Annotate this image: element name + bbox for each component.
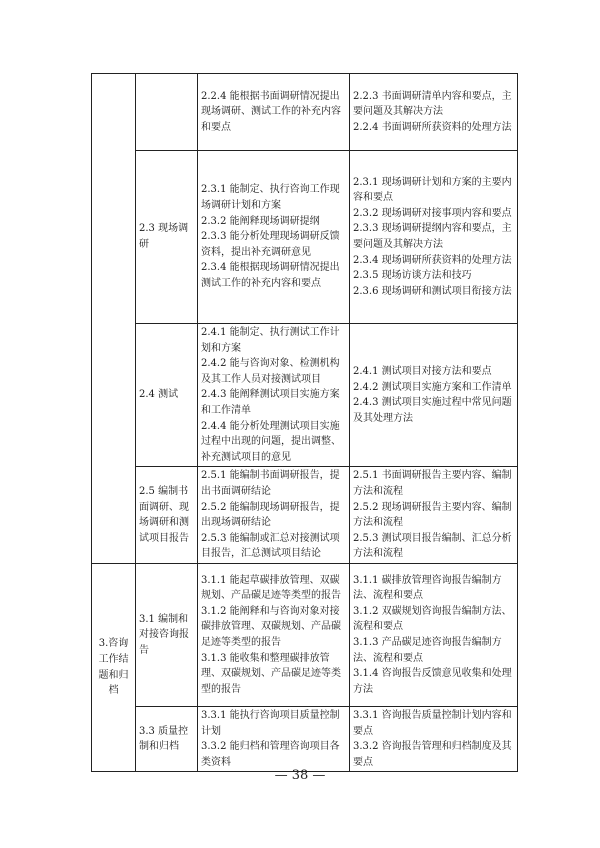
knowledge-item: 2.3.4 现场调研所获资料的处理方法 (353, 254, 512, 266)
knowledge-cell (350, 467, 518, 564)
unit-cell: 2.5 编制书面调研、现场调研和测试项目报告 (136, 467, 198, 564)
skill-item: 3.1.1 能起草碳排放管理、双碳规划、产品碳足迹等类型的报告 (201, 574, 341, 602)
skill-item: 2.3.4 能根据现场调研情况提出测试工作的补充内容和要点 (201, 262, 340, 289)
skill-item: 3.3.2 能归档和管理咨询项目各类资料 (201, 741, 340, 768)
skill-item: 3.1.2 能阐释和与咨询对象对接碳排放管理、双碳规划、产品碳足迹等类型的报告 (201, 605, 341, 648)
skill-item: 2.3.3 能分析处理现场调研反馈资料，提出补充调研意见 (201, 231, 340, 258)
knowledge-item: 2.5.2 现场调研报告主要内容、编制方法和流程 (353, 501, 512, 529)
knowledge-item: 3.1.1 碳排放管理咨询报告编制方法、流程和要点 (353, 574, 502, 602)
table-row (92, 74, 518, 151)
knowledge-item: 3.1.3 产品碳足迹咨询报告编制方法、流程和要点 (353, 636, 502, 664)
unit-cell: 3.3 质量控制和归档 (136, 706, 198, 771)
table-row (92, 563, 518, 706)
knowledge-item: 2.3.2 现场调研对接事项内容和要点 (353, 207, 512, 219)
knowledge-item: 3.1.2 双碳规划咨询报告编制方法、流程和要点 (353, 605, 512, 633)
knowledge-cell (350, 151, 518, 324)
skill-item: 2.5.2 能编制现场调研报告，提出现场调研结论 (201, 501, 340, 529)
knowledge-item: 2.4.3 测试项目实施过程中常见问题及其处理方法 (353, 397, 512, 424)
unit-cell (136, 74, 198, 151)
skill-item: 2.4.3 能阐释测试项目实施方案和工作清单 (201, 389, 340, 416)
skill-item: 2.5.1 能编制书面调研报告，提出书面调研结论 (201, 470, 340, 497)
knowledge-item: 2.2.4 书面调研所获资料的处理方法 (353, 121, 512, 133)
skill-item: 2.4.1 能制定、执行测试工作计划和方案 (201, 327, 340, 354)
skill-requirements-table (91, 73, 518, 772)
knowledge-item: 2.4.2 测试项目实施方案和工作清单 (353, 381, 512, 393)
knowledge-item: 2.5.1 书面调研报告主要内容、编制方法和流程 (353, 470, 512, 497)
page-number: — 38 — (274, 768, 326, 783)
skill-item: 2.3.2 能阐释现场调研提纲 (201, 215, 320, 227)
unit-cell: 2.3 现场调研 (136, 151, 198, 324)
table-row (92, 151, 518, 324)
skill-cell (198, 151, 350, 324)
table-row (92, 706, 518, 771)
function-cell: 3.咨询工作结题和归档 (92, 563, 136, 771)
knowledge-item: 3.1.4 咨询报告反馈意见收集和处理方法 (353, 668, 512, 695)
knowledge-item: 2.4.1 测试项目对接方法和要点 (353, 365, 492, 377)
skill-item: 3.1.3 能收集和整理碳排放管理、双碳规划、产品碳足迹等类型的报告 (201, 652, 341, 695)
skill-item: 2.4.2 能与咨询对象、检测机构及其工作人员对接测试项目 (201, 358, 340, 385)
skill-item: 2.5.3 能编制或汇总对接测试项目报告，汇总测试项目结论 (201, 532, 340, 560)
skill-cell (198, 706, 350, 771)
skill-cell (198, 563, 350, 706)
knowledge-cell (350, 563, 518, 706)
table-row (92, 324, 518, 467)
knowledge-item: 2.2.3 书面调研清单内容和要点，主要问题及其解决方法 (353, 90, 512, 118)
skill-cell (198, 74, 350, 151)
skill-item: 2.4.4 能分析处理测试项目实施过程中出现的问题，提出调整、补充测试项目的意见 (201, 420, 341, 463)
knowledge-cell (350, 706, 518, 771)
knowledge-item: 2.3.5 现场访谈方法和技巧 (353, 270, 472, 282)
unit-cell: 2.4 测试 (136, 324, 198, 467)
knowledge-item: 2.5.3 测试项目报告编制、汇总分析方法和流程 (353, 532, 512, 560)
knowledge-cell (350, 74, 518, 151)
knowledge-item: 3.3.2 咨询报告管理和归档制度及其要点 (353, 741, 512, 768)
knowledge-item: 2.3.6 现场调研和测试项目衔接方法 (353, 285, 512, 297)
unit-cell: 3.1 编制和对接咨询报告 (136, 563, 198, 706)
skill-item: 2.3.1 能制定、执行咨询工作现场调研计划和方案 (201, 184, 340, 212)
knowledge-cell (350, 324, 518, 467)
skill-cell (198, 324, 350, 467)
skill-item: 2.2.4 能根据书面调研情况提出现场调研、测试工作的补充内容和要点 (201, 90, 341, 133)
knowledge-item: 2.3.3 现场调研提纲内容和要点，主要问题及其解决方法 (353, 223, 512, 250)
skill-cell (198, 467, 350, 564)
knowledge-item: 2.3.1 现场调研计划和方案的主要内容和要点 (353, 176, 512, 204)
knowledge-item: 3.3.1 咨询报告质量控制计划内容和要点 (353, 709, 512, 737)
function-cell-continued (92, 74, 136, 564)
table-row (92, 467, 518, 564)
skill-item: 3.3.1 能执行咨询项目质量控制计划 (201, 709, 340, 737)
